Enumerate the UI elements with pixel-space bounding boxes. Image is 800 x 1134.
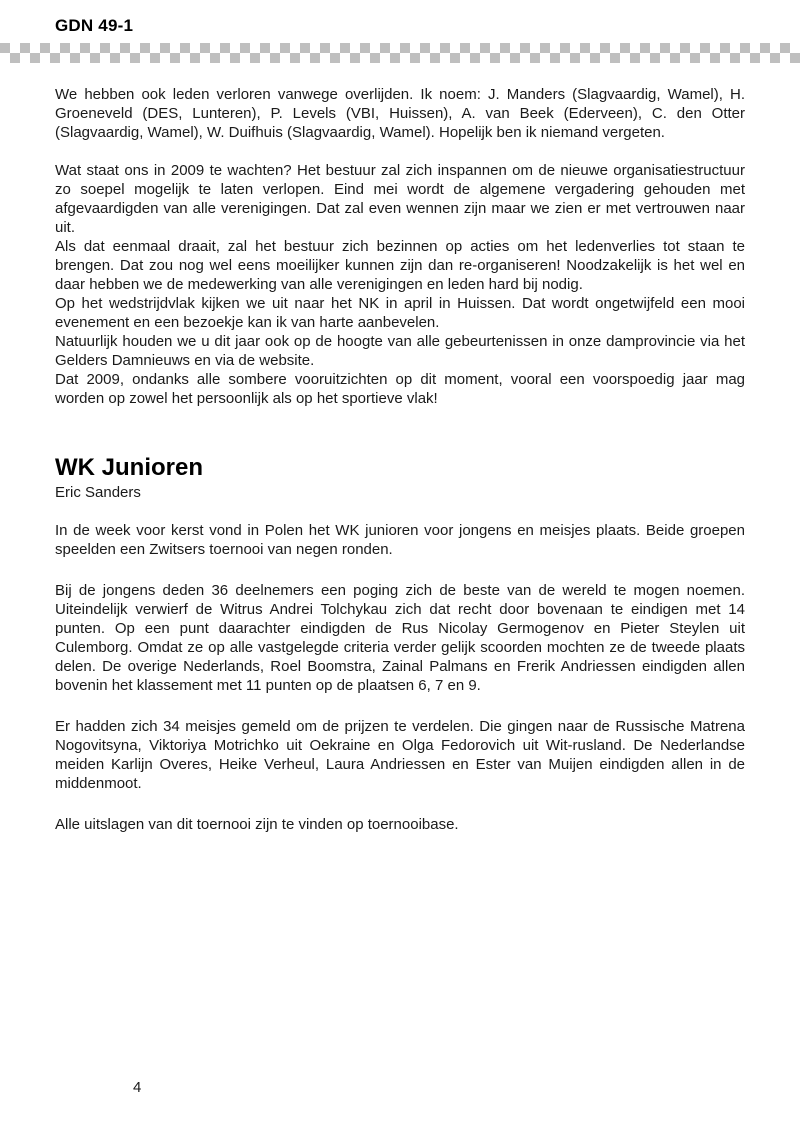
page-content bbox=[55, 85, 745, 834]
section-title: WK Junioren bbox=[55, 454, 203, 481]
page-footer bbox=[133, 1078, 141, 1097]
section-author: Eric Sanders bbox=[55, 484, 141, 501]
intro-paragraph-2: Wat staat ons in 2009 te wachten? Het bestuur zal zich inspannen om de nieuwe organisatiestructuur zo soepel mogelijk te laten verlopen. Eind mei wordt de algemene vergadering gehouden met afgevaardigden van alle verenigingen. Dat zal even wennen zijn maar we zien er met vertrouwen naar uit. bbox=[55, 162, 745, 236]
intro-paragraph-1: We hebben ook leden verloren vanwege overlijden. Ik noem: J. Manders (Slagvaardig, Wamel), H. Groeneveld (DES, Lunteren), P. Levels (VBI, Huissen), A. van Beek (Ederveen), C. den Otter (Slagvaardig, Wamel), W. Duifhuis (Slagvaardig, Wamel). Hopelijk ben ik niemand vergeten. bbox=[55, 86, 745, 141]
page-number: 4 bbox=[133, 1079, 142, 1096]
wk-junioren-section bbox=[55, 455, 745, 834]
wk-paragraph-4: Alle uitslagen van dit toernooi zijn te vinden op toernooibase. bbox=[55, 816, 459, 833]
intro-paragraph-6: Dat 2009, ondanks alle sombere vooruitzichten op dit moment, vooral een voorspoedig jaar mag worden op zowel het persoonlijk als op het sportieve vlak! bbox=[55, 371, 745, 407]
checkered-divider-band bbox=[0, 43, 800, 63]
page-header bbox=[0, 0, 800, 36]
intro-paragraph-4: Op het wedstrijdvlak kijken we uit naar het NK in april in Huissen. Dat wordt ongetwijfeld een mooi evenement en een bezoekje kan ik van harte aanbevelen. bbox=[55, 295, 745, 331]
intro-section bbox=[55, 85, 745, 408]
wk-paragraph-1: In de week voor kerst vond in Polen het WK junioren voor jongens en meisjes plaats. Beide groepen speelden een Zwitsers toernooi van negen ronden. bbox=[55, 522, 745, 558]
page-header-title: GDN 49-1 bbox=[55, 16, 134, 35]
wk-paragraph-3: Er hadden zich 34 meisjes gemeld om de prijzen te verdelen. Die gingen naar de Russische Matrena Nogovitsyna, Viktoriya Motrichko uit Oekraine en Olga Fedorovich uit Wit-rusland. De Nederlandse meiden Karlijn Overes, Heike Verheul, Laura Andriessen en Ester van Muijen eindigden allen in de middenmoot. bbox=[55, 718, 745, 792]
wk-paragraph-2: Bij de jongens deden 36 deelnemers een poging zich de beste van de wereld te mogen noemen. Uiteindelijk verwierf de Witrus Andrei Tolchykau zich dat recht door bovenaan te eindigen met 14 punten. Op een punt daarachter eindigden de Rus Nicolay Germogenov en Pieter Steylen uit Culemborg. Omdat ze op alle vastgelegde criteria verder gelijk scoorden mochten ze de tweede plaats delen. De overige Nederlands, Roel Boomstra, Zainal Palmans en Frerik Andriessen eindigden allen bovenin het klassement met 11 punten op de plaatsen 6, 7 en 9. bbox=[55, 582, 745, 694]
intro-paragraph-5: Natuurlijk houden we u dit jaar ook op de hoogte van alle gebeurtenissen in onze damprovincie via het Gelders Damnieuws en via de website. bbox=[55, 333, 745, 369]
intro-paragraph-3: Als dat eenmaal draait, zal het bestuur zich bezinnen op acties om het ledenverlies tot staan te brengen. Dat zou nog wel eens moeilijker kunnen zijn dan re-organiseren! Noodzakelijk is het wel en daar hebben we de medewerking van alle verenigingen en leden hard bij nodig. bbox=[55, 238, 745, 293]
